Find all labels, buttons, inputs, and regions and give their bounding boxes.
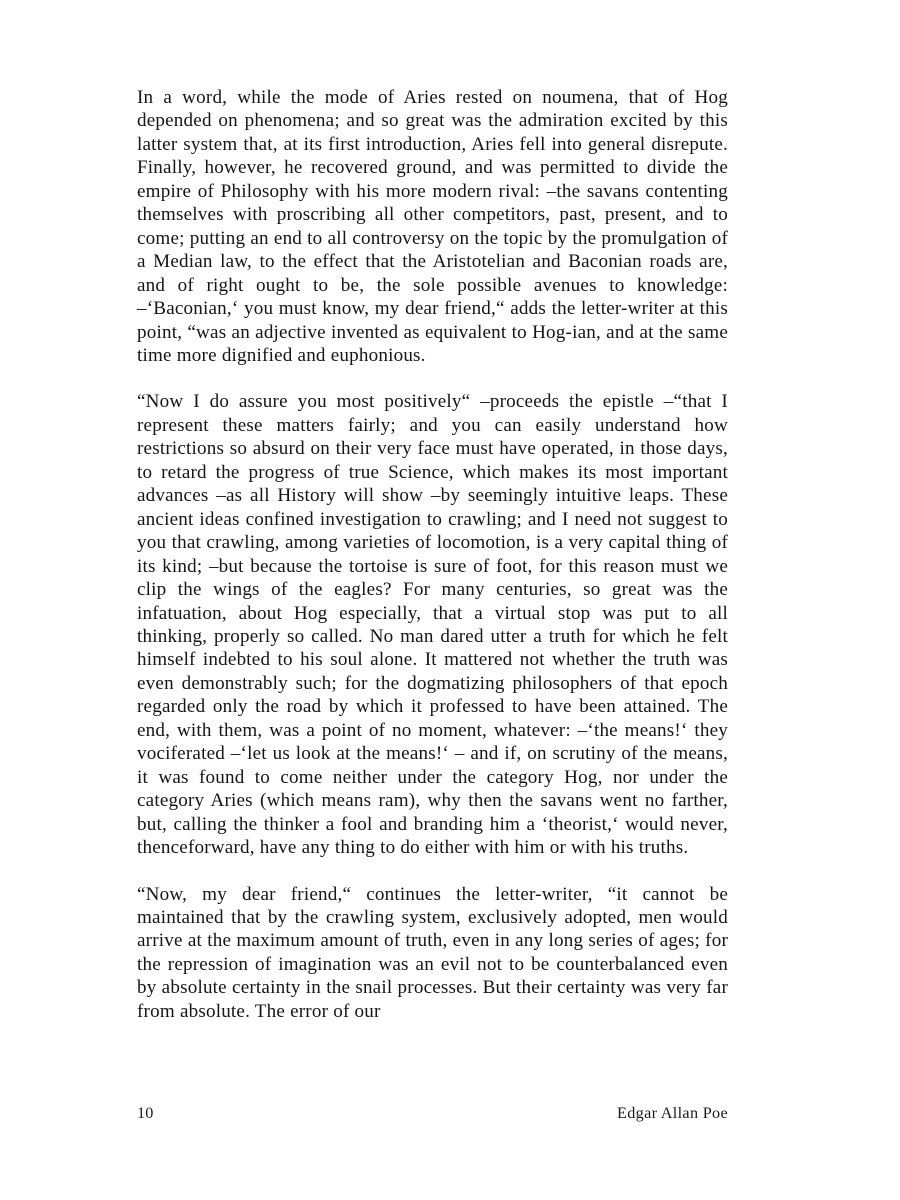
running-head-author: Edgar Allan Poe — [617, 1104, 728, 1122]
paragraph: In a word, while the mode of Aries rested on noumena, that of Hog depended on phenomena; and so great was the admiration excited by this latter system that, at its first introduction, Aries fell into general disrepute. Finally, however, he recovered ground, and was permitted to divide the empire of Philosophy with his more modern rival: –the savans contenting themselves with proscribing all other competitors, past, present, and to come; putting an end to all controversy on the topic by the promulgation of a Median law, to the effect that the Aristotelian and Baconian roads are, and of right ought to be, the sole possible avenues to knowledge: –‘Baconian,‘ you must know, my dear friend,“ adds the letter-writer at this point, “was an adjective invented as equivalent to Hog-ian, and at the same time more dignified and euphonious. — [137, 87, 728, 366]
page-footer — [137, 1103, 728, 1123]
paragraph: “Now I do assure you most positively“ –proceeds the epistle –“that I represent these matters fairly; and you can easily understand how restrictions so absurd on their very face must have operated, in those days, to retard the progress of true Science, which makes its most important advances –as all History will show –by seemingly intuitive leaps. These ancient ideas confined investigation to crawling; and I need not suggest to you that crawling, among varieties of locomotion, is a very capital thing of its kind; –but because the tortoise is sure of foot, for this reason must we clip the wings of the eagles? For many centuries, so great was the infatuation, about Hog especially, that a virtual stop was put to all thinking, properly so called. No man dared utter a truth for which he felt himself indebted to his soul alone. It mattered not whether the truth was even demonstrably such; for the dogmatizing philosophers of that epoch regarded only the road by which it professed to have been attained. The end, with them, was a point of no moment, whatever: –‘the means!‘ they vociferated –‘let us look at the means!‘ – and if, on scrutiny of the means, it was found to come neither under the category Hog, nor under the category Aries (which means ram), why then the savans went no farther, but, calling the thinker a fool and branding him a ‘theorist,‘ would never, thenceforward, have any thing to do either with him or with his truths. — [137, 391, 728, 859]
page-number: 10 — [137, 1104, 154, 1122]
text-column — [137, 86, 728, 1023]
paragraph: “Now, my dear friend,“ continues the letter-writer, “it cannot be maintained that by the crawling system, exclusively adopted, men would arrive at the maximum amount of truth, even in any long series of ages; for the repression of imagination was an evil not to be counterbalanced even by absolute certainty in the snail processes. But their certainty was very far from absolute. The error of our — [137, 883, 728, 1022]
